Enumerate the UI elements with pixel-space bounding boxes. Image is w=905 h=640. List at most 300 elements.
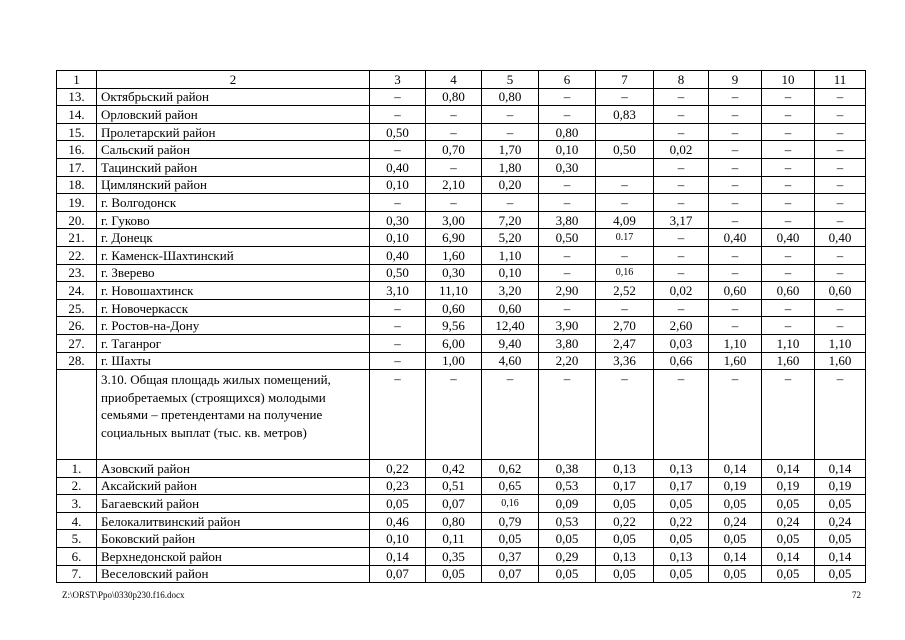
value-cell: – — [762, 370, 815, 460]
value-cell: – — [762, 88, 815, 106]
value-cell: – — [482, 194, 539, 212]
value-cell: 0,13 — [654, 460, 709, 478]
value-cell: – — [709, 246, 762, 264]
value-cell: 1,80 — [482, 158, 539, 176]
value-cell: – — [426, 194, 482, 212]
value-cell: – — [596, 194, 654, 212]
row-name: г. Зверево — [97, 264, 370, 282]
table-row — [57, 530, 866, 548]
value-cell: – — [815, 264, 866, 282]
table-row — [57, 194, 866, 212]
value-cell: – — [815, 88, 866, 106]
value-cell: 2,90 — [539, 282, 596, 300]
row-name: г. Шахты — [97, 352, 370, 370]
value-cell: – — [815, 106, 866, 124]
value-cell: 0,30 — [370, 211, 426, 229]
value-cell: – — [762, 123, 815, 141]
value-cell: – — [426, 123, 482, 141]
value-cell: 0,37 — [482, 548, 539, 566]
value-cell: 0,42 — [426, 460, 482, 478]
table-row — [57, 211, 866, 229]
row-number: 17. — [57, 158, 97, 176]
value-cell — [596, 158, 654, 176]
section-number — [57, 370, 97, 460]
value-cell: 5,20 — [482, 229, 539, 247]
row-number: 15. — [57, 123, 97, 141]
value-cell: 0,05 — [815, 530, 866, 548]
value-cell: – — [762, 158, 815, 176]
row-name: г. Волгодонск — [97, 194, 370, 212]
value-cell: 4,60 — [482, 352, 539, 370]
value-cell: – — [709, 158, 762, 176]
row-number: 26. — [57, 317, 97, 335]
row-number: 21. — [57, 229, 97, 247]
value-cell: 0,07 — [370, 565, 426, 583]
value-cell: – — [654, 123, 709, 141]
value-cell: 3,10 — [370, 282, 426, 300]
table-row — [57, 548, 866, 566]
row-name: Орловский район — [97, 106, 370, 124]
value-cell: 0,62 — [482, 460, 539, 478]
value-cell: – — [482, 106, 539, 124]
value-cell: – — [815, 141, 866, 159]
value-cell: 0,66 — [654, 352, 709, 370]
value-cell: – — [654, 194, 709, 212]
value-cell: 0,40 — [815, 229, 866, 247]
value-cell: – — [654, 264, 709, 282]
value-cell: 0,05 — [709, 565, 762, 583]
row-number: 20. — [57, 211, 97, 229]
value-cell: 1,60 — [762, 352, 815, 370]
row-number: 18. — [57, 176, 97, 194]
table-row — [57, 334, 866, 352]
value-cell: – — [654, 176, 709, 194]
value-cell: 3,36 — [596, 352, 654, 370]
value-cell: 0,09 — [539, 495, 596, 513]
column-header: 5 — [482, 71, 539, 89]
value-cell: – — [539, 246, 596, 264]
value-cell: – — [654, 370, 709, 460]
value-cell: – — [596, 246, 654, 264]
value-cell: – — [762, 106, 815, 124]
column-header: 7 — [596, 71, 654, 89]
value-cell: – — [815, 194, 866, 212]
row-name: Азовский район — [97, 460, 370, 478]
value-cell: 0,13 — [596, 460, 654, 478]
value-cell: 1,10 — [815, 334, 866, 352]
value-cell: 0,05 — [596, 495, 654, 513]
table-row — [57, 477, 866, 495]
value-cell: – — [654, 299, 709, 317]
value-cell: 0,20 — [482, 176, 539, 194]
value-cell: – — [482, 123, 539, 141]
value-cell: 0,24 — [709, 512, 762, 530]
table-row — [57, 123, 866, 141]
table-body — [57, 71, 866, 583]
value-cell: 0,07 — [426, 495, 482, 513]
value-cell: – — [815, 211, 866, 229]
row-number: 6. — [57, 548, 97, 566]
value-cell: 2,20 — [539, 352, 596, 370]
column-header: 4 — [426, 71, 482, 89]
value-cell: 0,80 — [482, 88, 539, 106]
value-cell: 0,83 — [596, 106, 654, 124]
value-cell: – — [426, 106, 482, 124]
value-cell: – — [815, 176, 866, 194]
row-number: 24. — [57, 282, 97, 300]
value-cell: – — [654, 158, 709, 176]
value-cell: – — [654, 229, 709, 247]
value-cell: 0,05 — [482, 530, 539, 548]
table-row — [57, 299, 866, 317]
value-cell: 0,29 — [539, 548, 596, 566]
value-cell: 0,16 — [596, 264, 654, 282]
row-name: г. Ростов-на-Дону — [97, 317, 370, 335]
table-row — [57, 229, 866, 247]
value-cell: 0,80 — [539, 123, 596, 141]
value-cell: 2,70 — [596, 317, 654, 335]
value-cell: 7,20 — [482, 211, 539, 229]
value-cell: – — [762, 299, 815, 317]
value-cell: 0,05 — [654, 495, 709, 513]
table-row — [57, 176, 866, 194]
value-cell: – — [370, 106, 426, 124]
value-cell: 0,23 — [370, 477, 426, 495]
value-cell: – — [426, 158, 482, 176]
value-cell: – — [654, 88, 709, 106]
value-cell: 12,40 — [482, 317, 539, 335]
row-name: г. Новочеркасск — [97, 299, 370, 317]
value-cell: 0,40 — [370, 246, 426, 264]
row-number: 1. — [57, 460, 97, 478]
value-cell: 3,80 — [539, 211, 596, 229]
value-cell: – — [709, 211, 762, 229]
row-number: 2. — [57, 477, 97, 495]
value-cell: – — [709, 88, 762, 106]
value-cell: 0,24 — [762, 512, 815, 530]
row-name: Веселовский район — [97, 565, 370, 583]
value-cell: – — [426, 370, 482, 460]
value-cell: – — [370, 334, 426, 352]
value-cell: 0,35 — [426, 548, 482, 566]
value-cell: 2,52 — [596, 282, 654, 300]
value-cell: 0,40 — [709, 229, 762, 247]
row-name: г. Донецк — [97, 229, 370, 247]
value-cell: – — [709, 299, 762, 317]
value-cell: 0,02 — [654, 282, 709, 300]
value-cell: 0,13 — [654, 548, 709, 566]
row-number: 5. — [57, 530, 97, 548]
row-number: 25. — [57, 299, 97, 317]
value-cell: 0,60 — [762, 282, 815, 300]
value-cell: 0,10 — [370, 176, 426, 194]
value-cell: 0,05 — [709, 495, 762, 513]
value-cell: – — [370, 88, 426, 106]
value-cell: – — [539, 106, 596, 124]
value-cell: – — [762, 194, 815, 212]
value-cell: 0,10 — [370, 229, 426, 247]
value-cell: 0,40 — [762, 229, 815, 247]
value-cell: 0,17 — [596, 477, 654, 495]
value-cell: 3,17 — [654, 211, 709, 229]
value-cell: 0,11 — [426, 530, 482, 548]
value-cell: 9,56 — [426, 317, 482, 335]
column-header: 2 — [97, 71, 370, 89]
value-cell: 0,19 — [709, 477, 762, 495]
value-cell: 0,05 — [596, 530, 654, 548]
column-header: 8 — [654, 71, 709, 89]
value-cell: 0,50 — [596, 141, 654, 159]
value-cell: 0,53 — [539, 477, 596, 495]
value-cell: 0,46 — [370, 512, 426, 530]
value-cell: 0,24 — [815, 512, 866, 530]
value-cell: 0,14 — [370, 548, 426, 566]
value-cell: – — [815, 299, 866, 317]
value-cell: – — [762, 264, 815, 282]
value-cell: 0,05 — [709, 530, 762, 548]
row-name: г. Каменск-Шахтинский — [97, 246, 370, 264]
row-name: Цимлянский район — [97, 176, 370, 194]
table-row — [57, 282, 866, 300]
value-cell: 1,60 — [709, 352, 762, 370]
value-cell: – — [370, 141, 426, 159]
value-cell: 6,00 — [426, 334, 482, 352]
value-cell: – — [709, 264, 762, 282]
value-cell: 2,60 — [654, 317, 709, 335]
data-table — [56, 70, 866, 583]
row-name: г. Таганрог — [97, 334, 370, 352]
value-cell: 0,14 — [815, 548, 866, 566]
value-cell: – — [654, 246, 709, 264]
row-name: г. Гуково — [97, 211, 370, 229]
row-number: 27. — [57, 334, 97, 352]
value-cell: 0,70 — [426, 141, 482, 159]
section-title: 3.10. Общая площадь жилых помещений, приобретаемых (строящихся) молодыми семьями – претендентами на получение социальных выплат (тыс. кв. метров) — [97, 370, 370, 460]
value-cell: 0,05 — [539, 565, 596, 583]
value-cell: 3,80 — [539, 334, 596, 352]
value-cell: – — [596, 176, 654, 194]
value-cell: 0,05 — [762, 495, 815, 513]
column-header: 11 — [815, 71, 866, 89]
value-cell: 0,60 — [426, 299, 482, 317]
value-cell: – — [815, 370, 866, 460]
value-cell: – — [596, 370, 654, 460]
value-cell: 0,14 — [709, 548, 762, 566]
value-cell: – — [762, 176, 815, 194]
file-path: Z:\ORST\Ppo\0330p230.f16.docx — [62, 590, 185, 600]
value-cell: 0,10 — [539, 141, 596, 159]
value-cell: 0,60 — [815, 282, 866, 300]
value-cell: – — [654, 106, 709, 124]
value-cell: 0,51 — [426, 477, 482, 495]
row-name: Багаевский район — [97, 495, 370, 513]
value-cell: – — [709, 370, 762, 460]
value-cell: 2,47 — [596, 334, 654, 352]
value-cell: 0,22 — [654, 512, 709, 530]
value-cell: 0,14 — [762, 460, 815, 478]
column-header: 6 — [539, 71, 596, 89]
value-cell: 0,19 — [815, 477, 866, 495]
value-cell: 3,20 — [482, 282, 539, 300]
row-number: 13. — [57, 88, 97, 106]
value-cell: 0,05 — [426, 565, 482, 583]
value-cell: 2,10 — [426, 176, 482, 194]
section-row — [57, 370, 866, 460]
value-cell: 0,17 — [654, 477, 709, 495]
value-cell: – — [596, 299, 654, 317]
row-name: Верхнедонской район — [97, 548, 370, 566]
value-cell: 1,10 — [482, 246, 539, 264]
table-row — [57, 352, 866, 370]
value-cell: – — [709, 194, 762, 212]
row-name: Тацинский район — [97, 158, 370, 176]
row-number: 4. — [57, 512, 97, 530]
value-cell: – — [370, 317, 426, 335]
value-cell: 0,07 — [482, 565, 539, 583]
row-name: Белокалитвинский район — [97, 512, 370, 530]
value-cell: – — [370, 352, 426, 370]
value-cell: 0,80 — [426, 88, 482, 106]
table-row — [57, 264, 866, 282]
table-row — [57, 246, 866, 264]
value-cell: 0,22 — [370, 460, 426, 478]
value-cell: 0,30 — [539, 158, 596, 176]
value-cell: 0,02 — [654, 141, 709, 159]
header-row — [57, 71, 866, 89]
value-cell: – — [539, 299, 596, 317]
table-row — [57, 512, 866, 530]
value-cell: – — [596, 88, 654, 106]
value-cell: 0,10 — [370, 530, 426, 548]
table-row — [57, 158, 866, 176]
value-cell: 0,05 — [762, 565, 815, 583]
value-cell: 0,79 — [482, 512, 539, 530]
value-cell: 0.17 — [596, 229, 654, 247]
value-cell: 9,40 — [482, 334, 539, 352]
value-cell: – — [762, 211, 815, 229]
column-header: 9 — [709, 71, 762, 89]
value-cell: 0,14 — [709, 460, 762, 478]
value-cell: 4,09 — [596, 211, 654, 229]
value-cell: – — [815, 123, 866, 141]
value-cell: – — [815, 158, 866, 176]
value-cell: 1,10 — [709, 334, 762, 352]
value-cell: 0,05 — [815, 495, 866, 513]
value-cell: – — [539, 264, 596, 282]
row-number: 23. — [57, 264, 97, 282]
value-cell: – — [539, 176, 596, 194]
value-cell: 0,53 — [539, 512, 596, 530]
value-cell: 0,30 — [426, 264, 482, 282]
row-name: Боковский район — [97, 530, 370, 548]
value-cell: 0,05 — [762, 530, 815, 548]
table-row — [57, 460, 866, 478]
row-name: г. Новошахтинск — [97, 282, 370, 300]
value-cell: 0,16 — [482, 495, 539, 513]
value-cell: – — [539, 88, 596, 106]
row-number: 19. — [57, 194, 97, 212]
value-cell: 0,05 — [539, 530, 596, 548]
value-cell: – — [709, 106, 762, 124]
value-cell: 0,50 — [539, 229, 596, 247]
value-cell: – — [539, 370, 596, 460]
value-cell: 3,90 — [539, 317, 596, 335]
row-number: 14. — [57, 106, 97, 124]
value-cell: 1,10 — [762, 334, 815, 352]
value-cell: – — [482, 370, 539, 460]
value-cell: – — [370, 299, 426, 317]
value-cell: 1,00 — [426, 352, 482, 370]
value-cell: 6,90 — [426, 229, 482, 247]
value-cell: 0,38 — [539, 460, 596, 478]
row-number: 7. — [57, 565, 97, 583]
value-cell: 1,70 — [482, 141, 539, 159]
row-number: 28. — [57, 352, 97, 370]
value-cell: 0,03 — [654, 334, 709, 352]
value-cell: 1,60 — [426, 246, 482, 264]
row-number: 16. — [57, 141, 97, 159]
value-cell: 0,05 — [815, 565, 866, 583]
value-cell: 0,40 — [370, 158, 426, 176]
value-cell: 0,22 — [596, 512, 654, 530]
value-cell: 3,00 — [426, 211, 482, 229]
value-cell: 0,05 — [654, 565, 709, 583]
value-cell: 0,60 — [709, 282, 762, 300]
value-cell: – — [815, 246, 866, 264]
value-cell: – — [370, 370, 426, 460]
column-header: 1 — [57, 71, 97, 89]
table-row — [57, 317, 866, 335]
table-row — [57, 141, 866, 159]
value-cell: 0,65 — [482, 477, 539, 495]
row-name: Пролетарский район — [97, 123, 370, 141]
value-cell: 0,50 — [370, 264, 426, 282]
value-cell: – — [762, 317, 815, 335]
column-header: 10 — [762, 71, 815, 89]
value-cell: 0,60 — [482, 299, 539, 317]
value-cell: 0,10 — [482, 264, 539, 282]
value-cell: 0,13 — [596, 548, 654, 566]
value-cell: 0,05 — [596, 565, 654, 583]
table-row — [57, 495, 866, 513]
value-cell: – — [762, 141, 815, 159]
value-cell: – — [709, 123, 762, 141]
value-cell — [596, 123, 654, 141]
column-header: 3 — [370, 71, 426, 89]
row-name: Сальский район — [97, 141, 370, 159]
value-cell: 0,05 — [654, 530, 709, 548]
value-cell: 0,14 — [815, 460, 866, 478]
value-cell: – — [762, 246, 815, 264]
table-row — [57, 88, 866, 106]
value-cell: – — [815, 317, 866, 335]
row-number: 22. — [57, 246, 97, 264]
table-row — [57, 106, 866, 124]
value-cell: 0,19 — [762, 477, 815, 495]
value-cell: 0,05 — [370, 495, 426, 513]
value-cell: 0,50 — [370, 123, 426, 141]
row-number: 3. — [57, 495, 97, 513]
value-cell: – — [709, 176, 762, 194]
value-cell: – — [370, 194, 426, 212]
value-cell: 0,80 — [426, 512, 482, 530]
row-name: Октябрьский район — [97, 88, 370, 106]
value-cell: – — [709, 317, 762, 335]
page-number: 72 — [852, 590, 861, 600]
value-cell: 11,10 — [426, 282, 482, 300]
row-name: Аксайский район — [97, 477, 370, 495]
table-row — [57, 565, 866, 583]
